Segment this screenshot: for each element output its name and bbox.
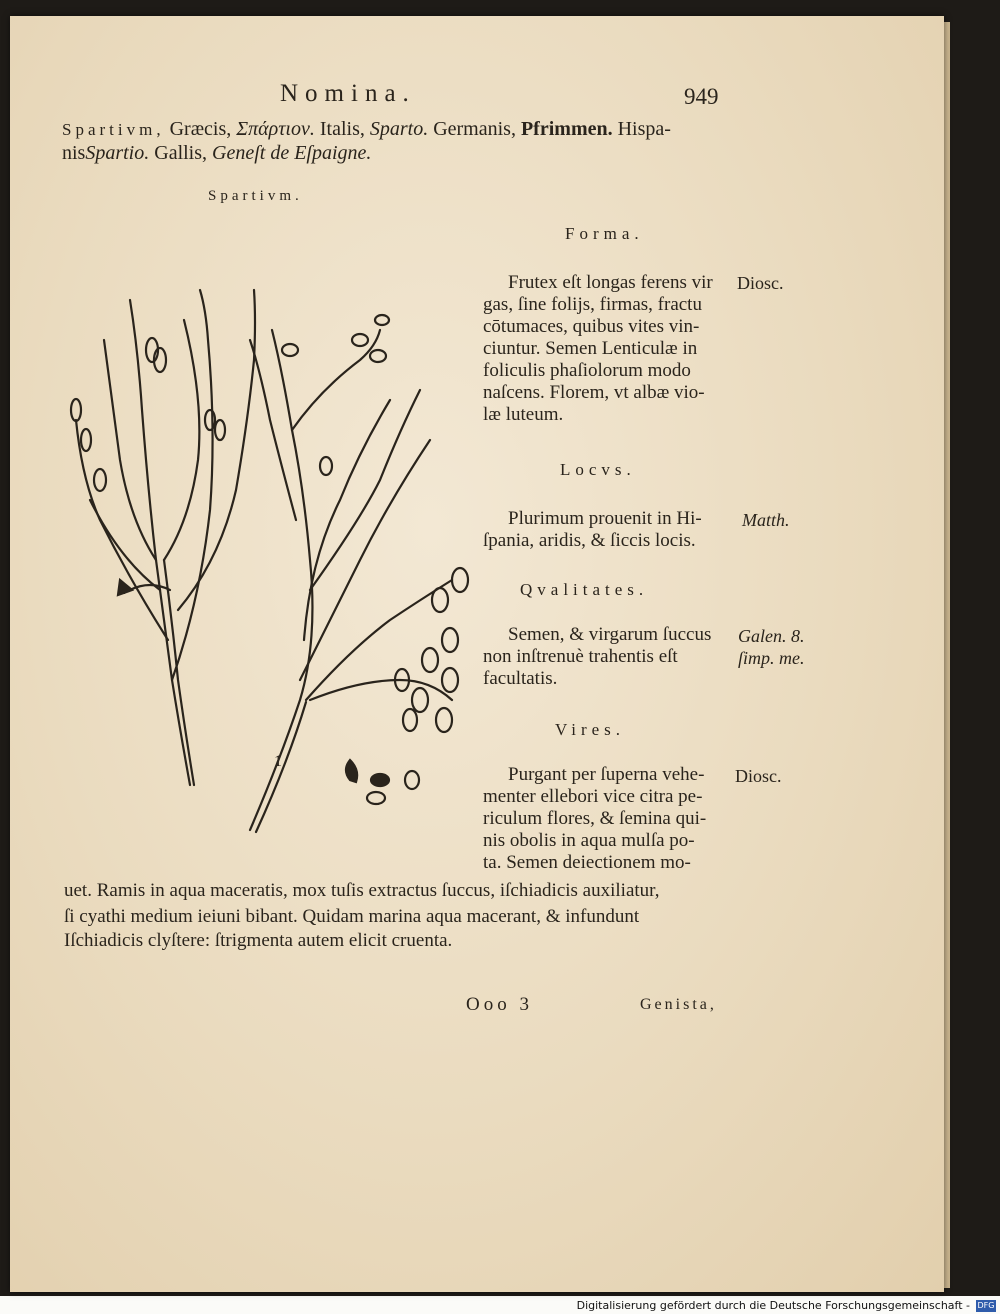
forma-line-6: naſcens. Florem, vt albæ vio- xyxy=(483,382,705,403)
forma-line-1: Frutex eſt longas ferens vir xyxy=(508,272,713,293)
forma-line-2: gas, ſine folijs, firmas, fractu xyxy=(483,294,702,315)
qualitates-heading: Qvalitates. xyxy=(520,580,649,599)
vires-full-line-1: uet. Ramis in aqua maceratis, mox tuſis extractus ſuccus, iſchiadicis auxiliatur, xyxy=(64,880,660,901)
locus-heading: Locvs. xyxy=(560,460,636,479)
forma-line-5: foliculis phaſiolorum modo xyxy=(483,360,691,381)
vires-line-4: nis obolis in aqua mulſa po- xyxy=(483,830,695,851)
page-number: 949 xyxy=(684,84,719,109)
digitization-credit: Digitalisierung gefördert durch die Deutsche Forschungsgemeinschaft - xyxy=(576,1299,970,1312)
vires-line-3: riculum flores, & ſemina qui- xyxy=(483,808,707,829)
catchword: Genista, xyxy=(640,996,717,1013)
germanis-label: Germanis, xyxy=(428,118,521,140)
running-head: Nomina. xyxy=(280,80,416,107)
forma-line-7: læ luteum. xyxy=(483,404,564,425)
vires-margin-note: Diosc. xyxy=(735,766,782,786)
vires-line-2: menter ellebori vice citra pe- xyxy=(483,786,703,807)
locus-line-2: ſpania, aridis, & ſiccis locis. xyxy=(483,530,696,551)
vires-full-line-3: Iſchiadicis clyſtere: ſtrigmenta autem elicit cruenta. xyxy=(64,930,453,951)
forma-heading: Forma. xyxy=(565,224,644,243)
qualitates-margin-note-1: Galen. 8. xyxy=(738,626,805,646)
forma-line-3: cōtumaces, quibus vites vin- xyxy=(483,316,700,337)
hispanis-name: Spartio. xyxy=(85,142,150,164)
qualitates-line-1: Semen, & virgarum ſuccus xyxy=(508,624,712,645)
forma-line-4: ciuntur. Semen Lenticulæ in xyxy=(483,338,698,359)
hispanis-label: Hispa- xyxy=(612,118,671,140)
qualitates-margin-note-2: ſimp. me. xyxy=(738,648,805,668)
nomina-line-1 xyxy=(62,116,671,143)
locus-line-1: Plurimum prouenit in Hi- xyxy=(508,508,702,529)
qualitates-line-2: non inſtrenuè trahentis eſt xyxy=(483,646,678,667)
italis-name: Sparto. xyxy=(369,118,429,140)
signature-mark: Ooo 3 xyxy=(466,994,533,1015)
italis-label: Italis, xyxy=(314,118,370,140)
page-edge xyxy=(944,22,950,1288)
spartium-woodcut-illustration xyxy=(60,260,480,850)
figure-label-1: 1 xyxy=(274,753,282,770)
forma-margin-note: Diosc. xyxy=(737,273,784,293)
hispanis-label-cont: nis xyxy=(62,142,86,164)
figure-label-2: 2 xyxy=(118,581,126,598)
dfg-logo: DFG xyxy=(977,1301,995,1310)
qualitates-line-3: facultatis. xyxy=(483,668,558,689)
locus-margin-note: Matth. xyxy=(742,510,790,530)
germanis-name: Pfrimmen. xyxy=(520,118,613,140)
vires-line-1: Purgant per ſuperna vehe- xyxy=(508,764,705,785)
gallis-name: Geneſt de Eſpaigne. xyxy=(212,142,372,164)
greek-name: Σπάρτιον. xyxy=(236,118,315,140)
gallis-label: Gallis, xyxy=(149,142,213,164)
vires-heading: Vires. xyxy=(555,720,626,739)
graecis-label: Græcis, xyxy=(164,118,237,140)
spartium-name: Spartivm, xyxy=(62,120,165,139)
vires-line-5: ta. Semen deiectionem mo- xyxy=(483,852,691,873)
figure-title: Spartivm. xyxy=(208,188,303,204)
vires-full-line-2: ſi cyathi medium ieiuni bibant. Quidam marina aqua macerant, & infundunt xyxy=(64,906,640,927)
nomina-line-2 xyxy=(62,142,371,165)
